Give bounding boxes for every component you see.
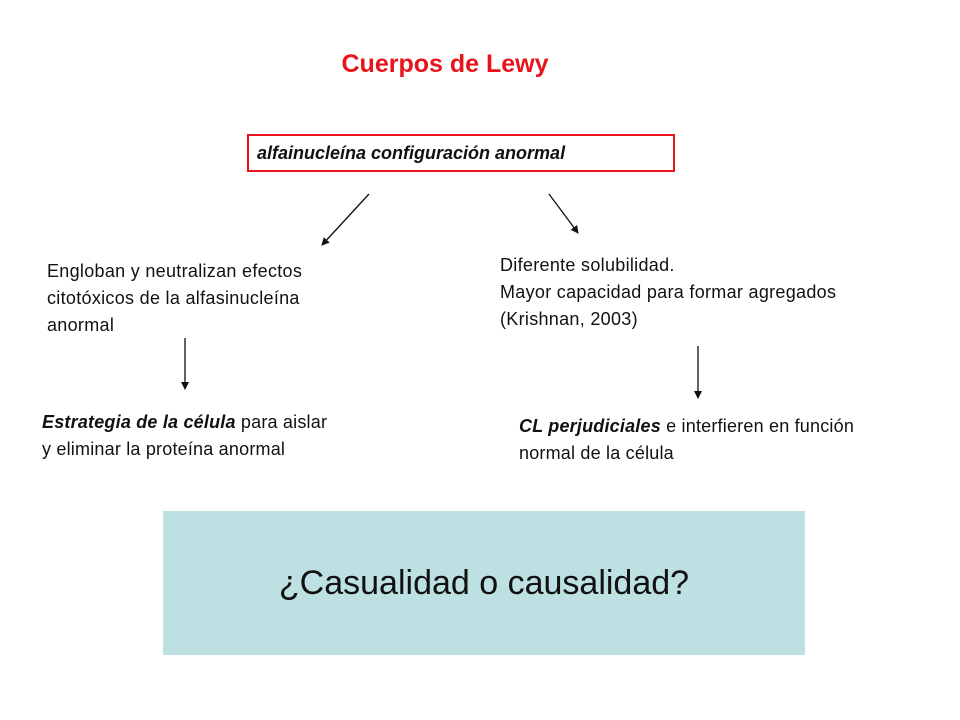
right-outcome-line1 [519, 413, 854, 440]
left-branch-line: Engloban y neutralizan efectos [47, 261, 303, 281]
right-branch-line: Mayor capacidad para formar agregados [500, 282, 837, 302]
right-outcome-line2: normal de la célula [519, 443, 674, 463]
left-outcome-line1-rest: para aislar [235, 412, 328, 432]
right-outcome-emphasis: CL perjudiciales [519, 416, 661, 436]
right-branch-line: (Krishnan, 2003) [500, 309, 638, 329]
question-text: ¿Casualidad o causalidad? [278, 564, 690, 602]
left-outcome-line1 [42, 409, 327, 436]
left-branch-line: anormal [47, 315, 115, 335]
right-outcome-line1-rest: e interfieren en función [660, 416, 855, 436]
left-outcome-emphasis: Estrategia de la célula [42, 412, 236, 432]
left-branch-line: citotóxicos de la alfasinucleína [47, 288, 300, 308]
right-branch-line: Diferente solubilidad. [500, 255, 675, 275]
right-branch-text [500, 252, 836, 333]
left-outcome-line2: y eliminar la proteína anormal [42, 439, 286, 459]
arrow-left-diagonal [322, 194, 369, 245]
diagram-title: Cuerpos de Lewy [341, 50, 549, 78]
arrow-right-diagonal [549, 194, 578, 233]
question-box [163, 511, 805, 655]
left-outcome-text [42, 409, 327, 463]
right-outcome-text [519, 413, 854, 467]
left-branch-text [47, 258, 302, 339]
alpha-synuclein-box: alfainucleína configuración anormal [247, 134, 675, 172]
